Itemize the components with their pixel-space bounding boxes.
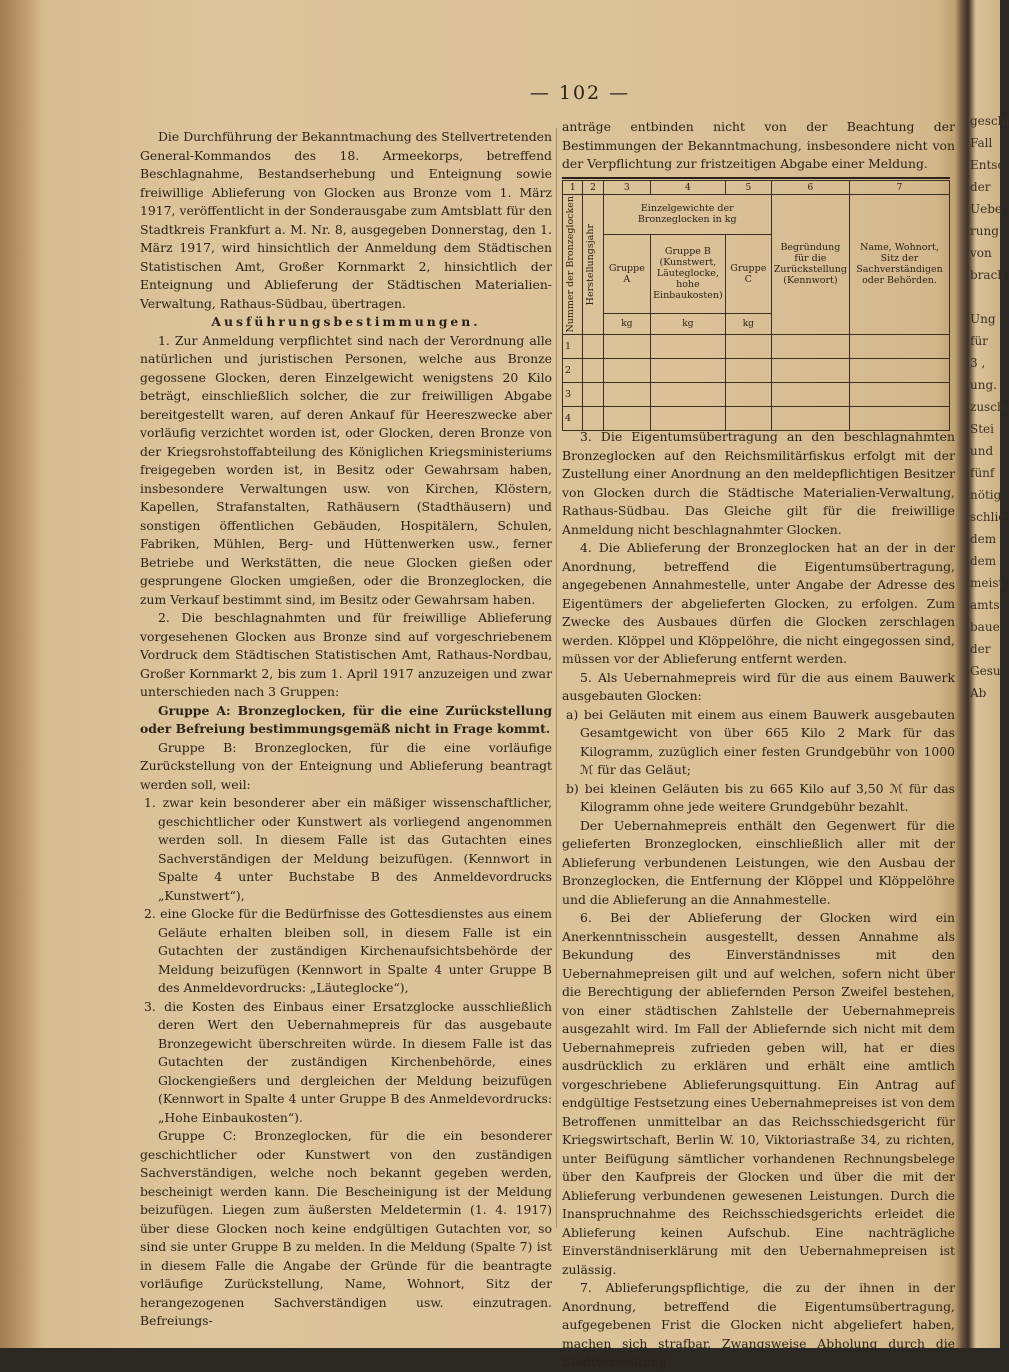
paragraph-3: 3. Die Eigentumsübertragung an den beschlagnahmten Bronzeglocken auf den Reichsmilitärfiskus erfolgt mit der Zustellung einer Anordnung an den meldepflichtigen Besitzer von Glocken durch die Städtische Materialien-Verwaltung, Rathaus-Südbau. Das Gleiche gilt für die freiwillige Anmeldung nicht beschlagnahmter Glocken. (562, 429, 955, 537)
strip-fragment (970, 286, 1000, 308)
strip-fragment: und (970, 444, 994, 458)
right-top-paragraph: anträge entbinden nicht von der Beachtung der Bestimmungen der Bekanntmachung, insbesondere nicht von der Verpflichtung zur fristzeitigen Abgabe einer Meldung. (562, 119, 955, 171)
gruppe-a: Gruppe A: Bronzeglocken, für die eine Zurückstellung oder Befreiung bestimmungsgemäß nicht in Frage kommt. (140, 702, 552, 736)
col-number: 1 (563, 181, 583, 195)
page-number: — 102 — (529, 82, 631, 104)
strip-fragment: geschi (970, 114, 1009, 128)
section-heading: Ausführungsbestimmungen. (211, 314, 481, 329)
col-number: 7 (849, 181, 949, 195)
left-column (140, 128, 552, 1331)
gruppe-b: Gruppe B: Bronzeglocken, für die eine vorläufige Zurückstellung von der Enteignung und Ablieferung beantragt werden soll, weil: (140, 739, 552, 792)
strip-fragment: nötig (970, 488, 1002, 502)
strip-fragment: Stei (970, 422, 994, 436)
strip-fragment: Fall (970, 136, 993, 150)
col-number: 2 (583, 181, 603, 195)
header-year: Herstellungsjahr (583, 195, 603, 335)
gruppe-b-item-1: 1. zwar kein besonderer aber ein mäßiger wissenschaftlicher, geschichtlicher oder Kunstwert als vorliegend angenommen werden soll. In diesem Falle ist das Gutachten eines Sachverständigen der Meldung beizufügen. (Kennwort in Spalte 4 unter Buchstabe B des Anmeldevordrucks „Kunstwert“), (144, 795, 552, 903)
book-spine-shadow (0, 0, 40, 1348)
strip-fragment: amts (970, 598, 1000, 612)
table-row (563, 406, 950, 430)
header-bell-number: Nummer der Bronzeglocken (563, 195, 583, 335)
next-page-edge (970, 110, 1009, 1010)
col-number: 5 (725, 181, 771, 195)
col-number: 4 (650, 181, 725, 195)
paragraph-6: 6. Bei der Ablieferung der Glocken wird ein Anerkenntnisschein ausgestellt, dessen Annahme als Bekundung des Einverständnisses mit den Uebernahmepreisen gilt und auf welchen, sofern nicht über die Berechtigung der abliefernden Person Zweifel bestehen, von einer städtischen Zahlstelle der Uebernahmepreis ausgezahlt wird. Im Fall der Abliefernde sich nicht mit dem Uebernahmepreis zufrieden geben will, hat er dies ausdrücklich zu erklären und erhält eine amtlich vorgeschriebene Ablieferungsquittung. Ein Antrag auf endgültige Festsetzung eines Uebernahmepreises ist von dem Betroffenen unmittelbar an das Reichsschiedsgericht für Kriegswirtschaft, Berlin W. 10, Viktoriastraße 34, zu richten, unter Beifügung sämtlicher vorhandenen Rechnungsbelege über den Kaufpreis der Glocken und über die mit der Ablieferung verbundenen gewesenen Leistungen. Durch die Inanspruchnahme des Reichsschiedsgerichts erleidet die Ablieferung keinen Aufschub. Eine nachträgliche Einverständniserklärung mit den Uebernahmepreisen ist zulässig. (562, 910, 955, 1277)
row-number: 3 (563, 382, 583, 406)
gruppe-b-item-3: 3. die Kosten des Einbaus einer Ersatzglocke ausschließlich deren Wert den Uebernahmepreis für das ausgebaute Bronzegewicht überschreiten würde. In diesem Falle ist das Gutachten der zuständigen Kirchenbehörde, eines Glockengießers und dergleichen der Meldung beizufügen (Kennwort in Spalte 4 unter Gruppe B des Anmeldevordrucks: „Hohe Einbaukosten“). (144, 998, 552, 1125)
right-column-body (562, 428, 955, 1372)
table-top-rule (562, 177, 950, 179)
unit-label: kg (725, 314, 771, 335)
gruppe-b-item-2: 2. eine Glocke für die Bedürfnisse des Gottesdienstes aus einem Geläute erhalten bleiben soll, in diesem Falle ist ein Gutachten der zuständigen Kirchenaufsichtsbehörde der Meldung beizufügen (Kennwort in Spalte 4 unter Gruppe B des Anmeldevordrucks: „Läuteglocke“), (144, 906, 552, 995)
table-row (563, 382, 950, 406)
table-column-numbers (563, 181, 950, 195)
col-number: 6 (771, 181, 849, 195)
strip-fragment: fünf (970, 466, 995, 480)
header-gruppe-a: Gruppe A (603, 234, 650, 313)
header-weights: Einzelgewichte der Bronzeglocken in kg (603, 195, 771, 235)
strip-fragment: ung. (970, 378, 997, 392)
header-experts: Name, Wohnort, Sitz der Sachverständigen oder Behörden. (849, 195, 949, 335)
col-number: 3 (603, 181, 650, 195)
right-column-top (562, 118, 955, 174)
table-row (563, 334, 950, 358)
paragraph-2: 2. Die beschlagnahmten und für freiwillige Ablieferung vorgesehenen Glocken aus Bronze sind auf vorgeschriebenem Vordruck dem Städtischen Statistischen Amt, Rathaus-Nordbau, Großer Kornmarkt 2, bis zum 1. April 1917 anzuzeigen und zwar unterschieden nach 3 Gruppen: (140, 610, 552, 699)
paragraph-5b: b) bei kleinen Geläuten bis zu 665 Kilo auf 3,50 ℳ für das Kilogramm ohne jede weitere Grundgebühr bezahlt. (566, 780, 955, 814)
strip-fragment: der (970, 642, 991, 656)
strip-fragment: Entsc (970, 158, 1005, 172)
paragraph-7: 7. Ablieferungspflichtige, die zu der ihnen in der Anordnung, betreffend die Eigentumsübertragung, aufgegebenen Frist die Glocken nicht abgeliefert haben, machen sich strafbar. Zwangsweise Abholung durch die Stadtverwaltung (562, 1280, 955, 1369)
strip-fragment: baue (970, 620, 1000, 634)
column-divider (556, 128, 557, 1228)
paragraph-5: 5. Als Uebernahmepreis wird für die aus einem Bauwerk ausgebauten Glocken: (562, 669, 955, 703)
strip-fragment: der (970, 180, 991, 194)
strip-fragment: zusch (970, 400, 1005, 414)
strip-fragment: dem (970, 554, 997, 568)
strip-fragment: Ung (970, 312, 996, 326)
intro-paragraph: Die Durchführung der Bekanntmachung des Stellvertretenden General-Kommandos des 18. Armeekorps, betreffend Beschlagnahme, Bestandserhebung und Enteignung sowie freiwillige Ablieferung von Glocken aus Bronze vom 1. März 1917, veröffentlicht in der Sonderausgabe zum Amtsblatt für den Stadtkreis Frankfurt a. M. Nr. 8, ausgegeben Donnerstag, den 1. März 1917, wird hinsichtlich der Anmeldung dem Städtischen Statistischen Amt, Großer Kornmarkt 2, hinsichtlich der Enteignung und Ablieferung der Städtischen Materialien-Verwaltung, Rathaus-Südbau, übertragen. (140, 129, 552, 311)
paragraph-4: 4. Die Ablieferung der Bronzeglocken hat an der in der Anordnung, betreffend die Eigentumsübertragung, angegebenen Annahmestelle, unter Angabe der Adresse des Eigentümers der abgelieferten Glocken, zu erfolgen. Zum Zwecke des Ausbaues dürfen die Glocken zerschlagen werden. Klöppel und Klöppelöhre, die nicht eingegossen sind, müssen vor der Ablieferung entfernt werden. (562, 540, 955, 666)
strip-fragment: von (970, 246, 992, 260)
strip-fragment: dem (970, 532, 997, 546)
row-number: 1 (563, 334, 583, 358)
paragraph-5a: a) bei Geläuten mit einem aus einem Bauwerk ausgebauten Gesamtgewicht von über 665 Kilo 2 Mark für das Kilogramm, zuzüglich einer festen Grundgebühr von 1000 ℳ für das Geläut; (566, 706, 955, 777)
header-gruppe-c: Gruppe C (725, 234, 771, 313)
header-reason: Begründung für die Zurückstellung (Kennwort) (771, 195, 849, 335)
row-number: 4 (563, 406, 583, 430)
paragraph-5c: Der Uebernahmepreis enthält den Gegenwert für die gelieferten Bronzeglocken, einschließlich aller mit der Ablieferung verbundenen Leistungen, wie den Ausbau der Bronzeglocken, die Entfernung der Klöppel und Klöppelöhre und die Ablieferung an die Annahmestelle. (562, 817, 955, 907)
strip-fragment: Ab (970, 686, 987, 700)
paragraph-1: 1. Zur Anmeldung verpflichtet sind nach der Verordnung alle natürlichen und juristischen Personen, welche aus Bronze gegossene Glocken, deren Einzelgewicht wenigstens 20 Kilo beträgt, einschließlich solcher, die zur freiwilligen Abgabe bereitgestellt waren, auf deren Ankauf für Heereszwecke aber vorläufig verzichtet worden ist, oder Glocken, deren Bronze von der Kriegsrohstoffabteilung des Königlichen Kriegsministeriums freigegeben worden ist, in Besitz oder Gewahrsam haben, insbesondere Verwaltungen usw. von Kirchen, Klöstern, Kapellen, Strafanstalten, Rathäusern (Stadthäusern) und sonstigen öffentlichen Gebäuden, Hospitälern, Schulen, Fabriken, Mühlen, Berg- und Hüttenwerken usw., ferner Betriebe und Werkstätten, die neue Glocken gießen oder gesprungene Glocken umgießen, oder die Bronzeglocken, die zum Verkauf bestimmt sind, im Besitz oder Gewahrsam haben. (140, 332, 552, 607)
strip-fragment: Gesu (970, 664, 1001, 678)
strip-fragment: schlie (970, 510, 1006, 524)
strip-fragment: meist (970, 576, 1004, 590)
strip-fragment: brach (970, 268, 1006, 282)
gruppe-c: Gruppe C: Bronzeglocken, für die ein besonderer geschichtlicher oder Kunstwert von den zuständigen Sachverständigen, welche noch bekannt gegeben werden, bescheinigt werden kann. Die Bescheinigung ist der Meldung beizufügen. Liegen zum äußersten Meldetermin (1. 4. 1917) über diese Glocken noch keine endgültigen Gutachten vor, so sind sie unter Gruppe B zu melden. In die Meldung (Spalte 7) ist in diesem Falle die Angabe der Gründe für die beantragte vorläufige Zurückstellung, Name, Wohnort, Sitz der herangezogenen Sachverständigen usw. einzutragen. Befreiungs- (140, 1128, 552, 1328)
row-number: 2 (563, 358, 583, 382)
strip-fragment: für (970, 334, 988, 348)
unit-label: kg (603, 314, 650, 335)
strip-fragment: 3 , (970, 356, 986, 370)
strip-fragment: Uebe (970, 202, 1002, 216)
registration-form-table (562, 180, 950, 431)
table-header-row (563, 195, 950, 235)
unit-label: kg (650, 314, 725, 335)
strip-fragment: rung (970, 224, 999, 238)
header-gruppe-b: Gruppe B (Kunstwert, Läuteglocke, hohe Einbaukosten) (650, 234, 725, 313)
table-row (563, 358, 950, 382)
